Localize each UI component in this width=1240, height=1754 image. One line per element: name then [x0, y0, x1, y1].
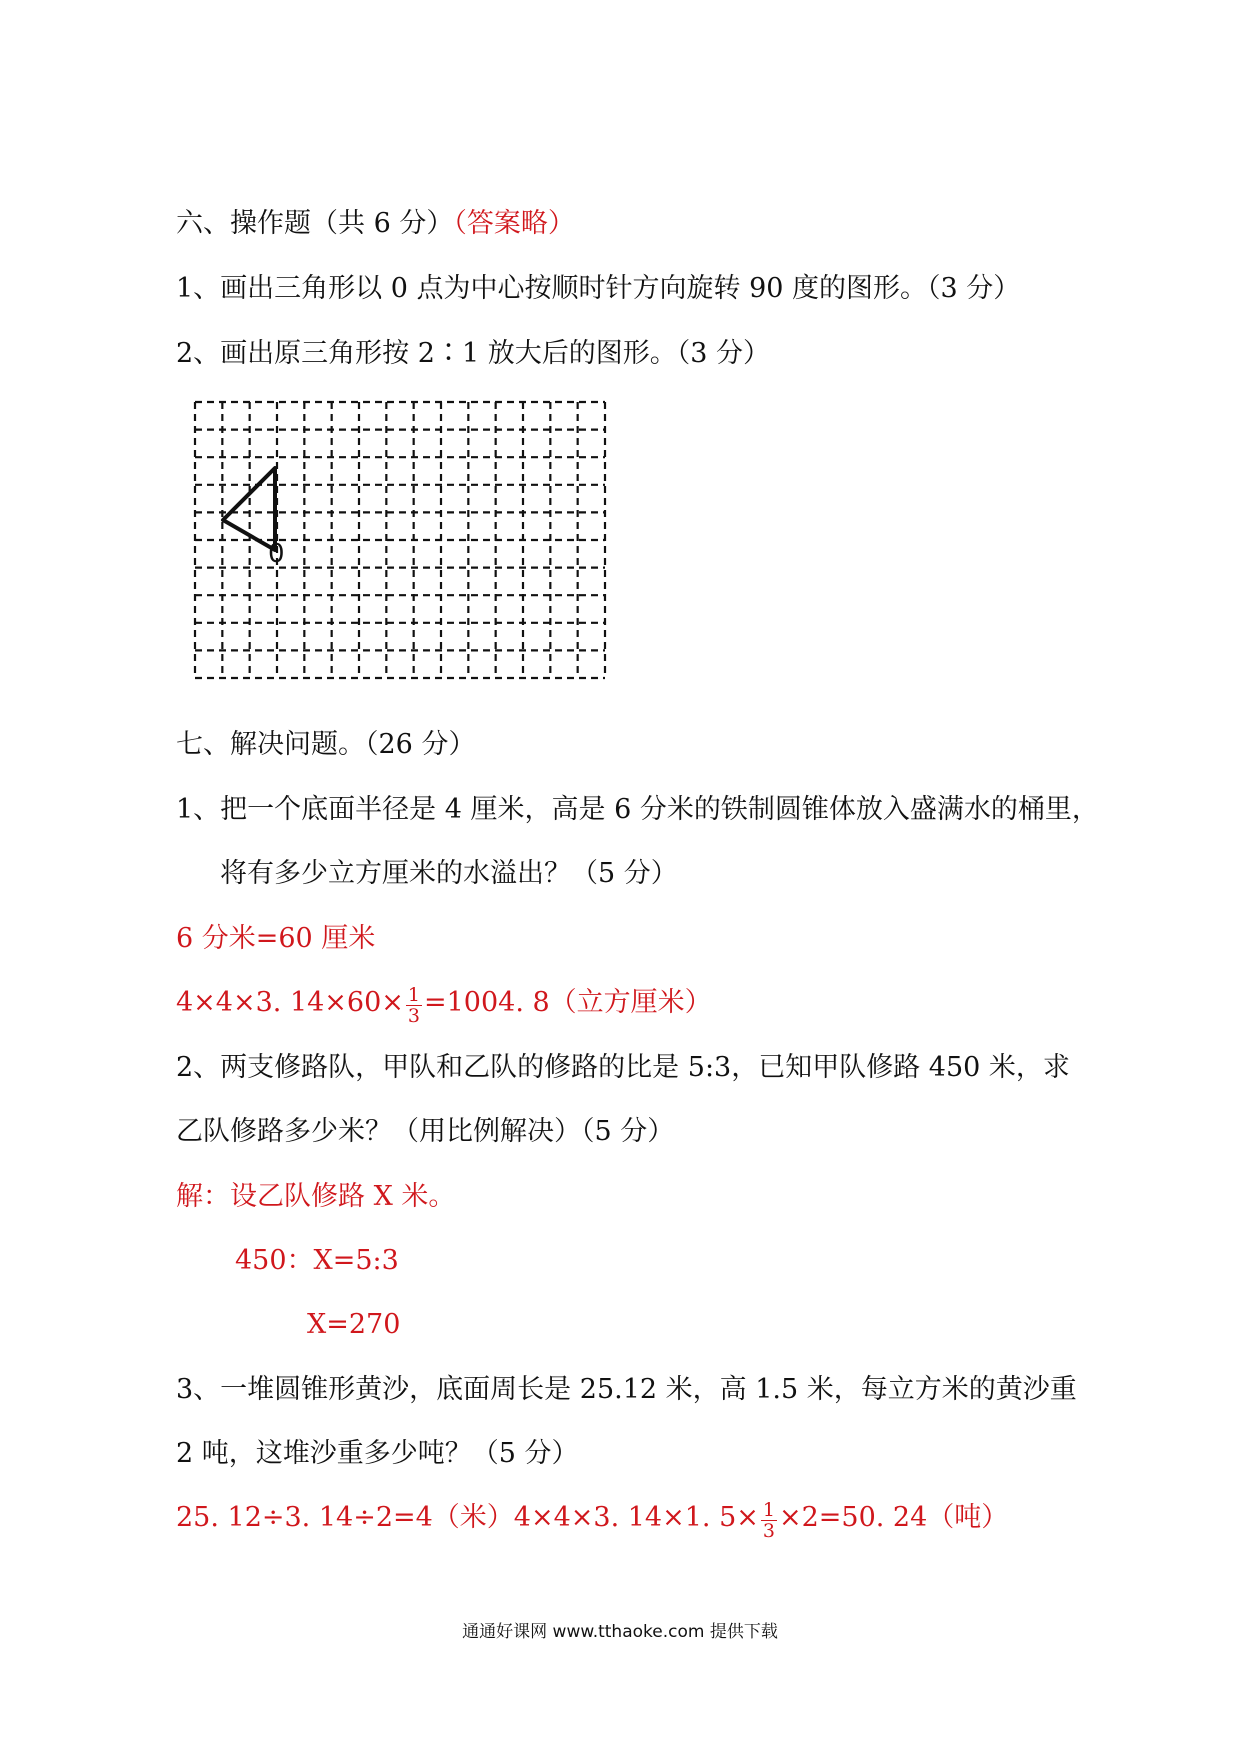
section7-q3-line2: 2 吨，这堆沙重多少吨？（5 分） — [176, 1438, 579, 1469]
section7-q2-answer-let: 解：设乙队修路 X 米。 — [176, 1181, 456, 1212]
expression-part: 4×4×3. 14×60× — [176, 987, 404, 1018]
section7-q2-answer-result: X=270 — [307, 1309, 401, 1340]
section7-q1-line2: 将有多少立方厘米的水溢出？（5 分） — [220, 858, 678, 889]
section6-answer-omitted-note: （答案略） — [453, 208, 575, 239]
dashed-grid-figure — [193, 400, 613, 685]
section6-title: 六、操作题（共 6 分） — [176, 208, 454, 239]
section7-q2-answer-proportion: 450：X=5:3 — [235, 1245, 399, 1276]
section7-q3-answer — [176, 1498, 1009, 1542]
fraction-numerator: 1 — [407, 984, 420, 1006]
expression-result: =1004. 8（立方厘米） — [424, 987, 712, 1018]
one-third-fraction — [406, 985, 422, 1026]
fraction-denominator: 3 — [762, 1520, 775, 1542]
section7-q1-line1: 1、把一个底面半径是 4 厘米，高是 6 分米的铁制圆锥体放入盛满水的桶里， — [176, 794, 1099, 825]
section6-question-1: 1、画出三角形以 0 点为中心按顺时针方向旋转 90 度的图形。（3 分） — [176, 273, 1021, 304]
one-third-fraction — [761, 1500, 777, 1541]
section6-heading — [176, 207, 575, 241]
expression-part: 25. 12÷3. 14÷2=4（米）4×4×3. 14×1. 5× — [176, 1502, 759, 1533]
center-point-label: 0 — [268, 539, 285, 569]
expression-result: ×2=50. 24（吨） — [778, 1502, 1009, 1533]
section7-q2-line2: 乙队修路多少米？（用比例解决）（5 分） — [176, 1116, 675, 1147]
section6-question-2: 2、画出原三角形按 2∶1 放大后的图形。（3 分） — [176, 338, 770, 369]
section7-q3-line1: 3、一堆圆锥形黄沙，底面周长是 25.12 米，高 1.5 米，每立方米的黄沙重 — [176, 1374, 1077, 1405]
section7-title: 七、解决问题。（26 分） — [176, 729, 476, 760]
section7-q1-answer-conversion: 6 分米=60 厘米 — [176, 923, 376, 954]
footer-source-note: 通通好课网 www.tthaoke.com 提供下载 — [462, 1622, 778, 1642]
section7-q2-line1: 2、两支修路队，甲队和乙队的修路的比是 5:3，已知甲队修路 450 米，求 — [176, 1052, 1070, 1083]
fraction-numerator: 1 — [762, 1499, 775, 1521]
fraction-denominator: 3 — [407, 1005, 420, 1027]
section7-q1-answer-volume — [176, 983, 712, 1027]
